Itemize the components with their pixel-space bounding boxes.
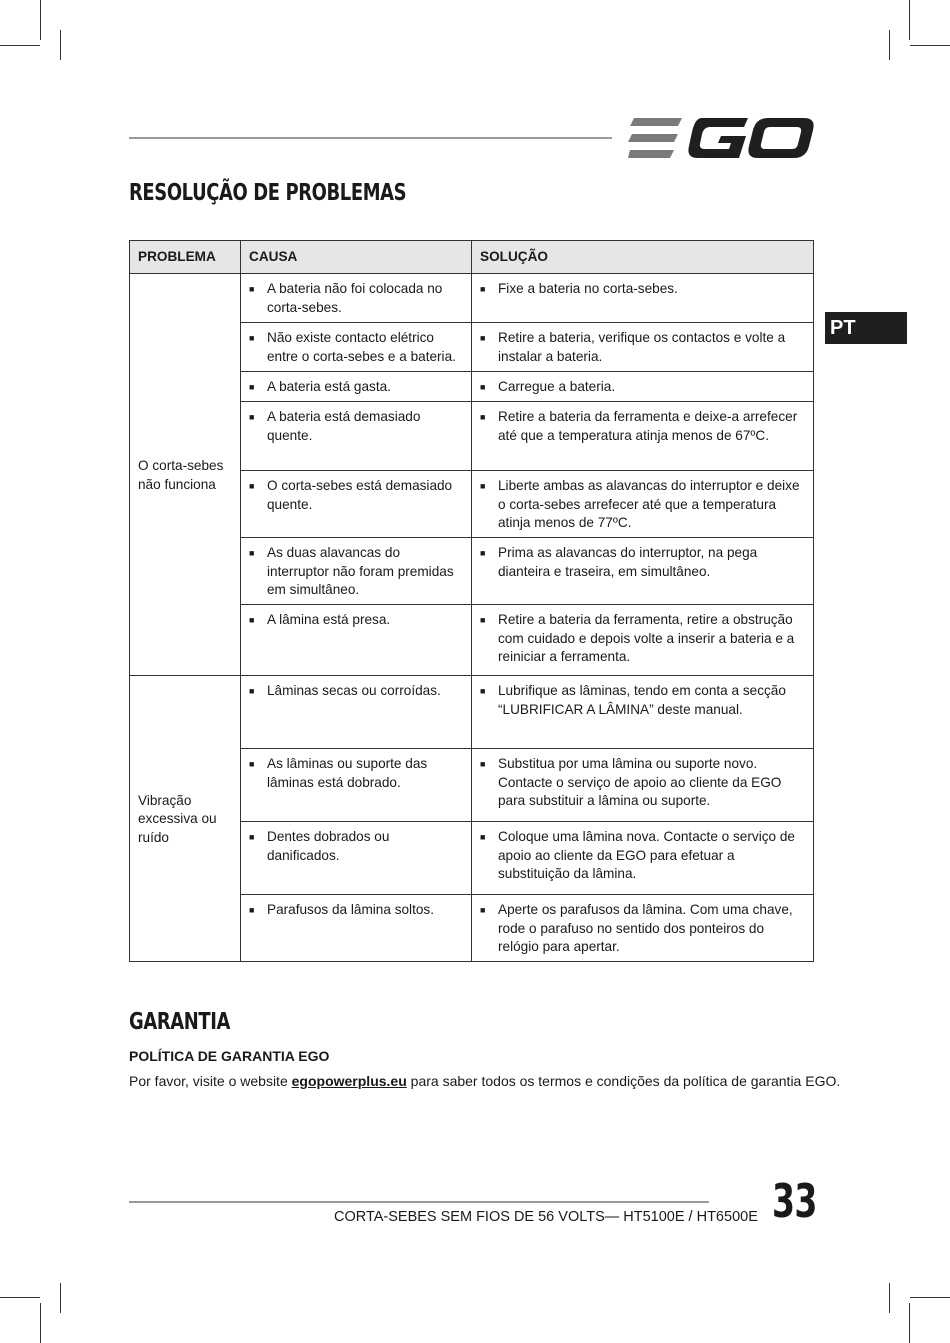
- cause-cell: ■ Dentes dobrados ou danificados.: [241, 822, 472, 895]
- column-header-cause: CAUSA: [241, 241, 472, 274]
- crop-mark: [60, 30, 61, 60]
- bullet-icon: ■: [480, 686, 486, 696]
- page-number: 33: [772, 1174, 817, 1228]
- problem-cell: Vibração excessiva ou ruído: [130, 676, 241, 962]
- warranty-text-before: Por favor, visite o website: [129, 1073, 292, 1089]
- table-row: [130, 676, 814, 749]
- bullet-icon: ■: [249, 284, 255, 294]
- warranty-link[interactable]: egopowerplus.eu: [291, 1073, 407, 1089]
- crop-mark: [909, 1303, 910, 1343]
- bullet-icon: ■: [249, 412, 255, 422]
- solution-cell: ■ Retire a bateria, verifique os contactos e volte a instalar a bateria.: [472, 323, 814, 372]
- solution-cell: ■ Prima as alavancas do interruptor, na pega dianteira e traseira, em simultâneo.: [472, 538, 814, 605]
- crop-mark: [889, 1283, 890, 1313]
- cause-cell: ■ Lâminas secas ou corroídas.: [241, 676, 472, 749]
- warranty-subtitle: POLÍTICA DE GARANTIA EGO: [129, 1048, 330, 1064]
- crop-mark: [0, 45, 40, 46]
- bullet-icon: ■: [480, 905, 486, 915]
- cause-cell: ■ As lâminas ou suporte das lâminas está dobrado.: [241, 749, 472, 822]
- bullet-icon: ■: [249, 333, 255, 343]
- warranty-paragraph: [129, 1073, 840, 1089]
- solution-cell: ■ Liberte ambas as alavancas do interruptor e deixe o corta-sebes arrefecer até que a temperatura atinja menos de 77ºC.: [472, 471, 814, 538]
- cause-cell: ■ As duas alavancas do interruptor não foram premidas em simultâneo.: [241, 538, 472, 605]
- solution-cell: ■ Fixe a bateria no corta-sebes.: [472, 274, 814, 323]
- bullet-icon: ■: [249, 832, 255, 842]
- problem-cell: O corta-sebes não funciona: [130, 274, 241, 676]
- footer-rule: [129, 1201, 709, 1203]
- bullet-icon: ■: [249, 615, 255, 625]
- bullet-icon: ■: [249, 481, 255, 491]
- bullet-icon: ■: [480, 284, 486, 294]
- bullet-icon: ■: [249, 548, 255, 558]
- crop-mark: [910, 45, 950, 46]
- crop-mark: [40, 0, 41, 40]
- bullet-icon: ■: [480, 481, 486, 491]
- bullet-icon: ■: [249, 382, 255, 392]
- bullet-icon: ■: [480, 832, 486, 842]
- cause-cell: ■ A bateria está gasta.: [241, 372, 472, 402]
- cause-cell: ■ A lâmina está presa.: [241, 605, 472, 676]
- troubleshooting-table: [129, 240, 814, 962]
- crop-mark: [40, 1303, 41, 1343]
- bullet-icon: ■: [249, 686, 255, 696]
- solution-cell: ■ Substitua por uma lâmina ou suporte novo. Contacte o serviço de apoio ao cliente da EGO para substituir a lâmina ou suporte.: [472, 749, 814, 822]
- bullet-icon: ■: [480, 759, 486, 769]
- table-row: [130, 274, 814, 323]
- language-tab: PT: [825, 312, 907, 344]
- crop-mark: [889, 30, 890, 60]
- warranty-title: GARANTIA: [129, 1009, 231, 1035]
- bullet-icon: ■: [480, 412, 486, 422]
- column-header-solution: SOLUÇÃO: [472, 241, 814, 274]
- solution-cell: ■ Carregue a bateria.: [472, 372, 814, 402]
- crop-mark: [909, 0, 910, 40]
- solution-cell: ■ Aperte os parafusos da lâmina. Com uma chave, rode o parafuso no sentido dos ponteiros do relógio para apertar.: [472, 895, 814, 962]
- cause-cell: ■ A bateria está demasiado quente.: [241, 402, 472, 471]
- warranty-text-after: para saber todos os termos e condições da política de garantia EGO.: [406, 1073, 841, 1089]
- cause-cell: ■ A bateria não foi colocada no corta-sebes.: [241, 274, 472, 323]
- bullet-icon: ■: [480, 548, 486, 558]
- solution-cell: ■ Lubrifique as lâminas, tendo em conta a secção “LUBRIFICAR A LÂMINA” deste manual.: [472, 676, 814, 749]
- crop-mark: [60, 1283, 61, 1313]
- table-header-row: [130, 241, 814, 274]
- column-header-problem: PROBLEMA: [130, 241, 241, 274]
- cause-cell: ■ Parafusos da lâmina soltos.: [241, 895, 472, 962]
- cause-cell: ■ Não existe contacto elétrico entre o corta-sebes e a bateria.: [241, 323, 472, 372]
- solution-cell: ■ Retire a bateria da ferramenta, retire a obstrução com cuidado e depois volte a inserir a bateria e a reiniciar a ferramenta.: [472, 605, 814, 676]
- solution-cell: ■ Coloque uma lâmina nova. Contacte o serviço de apoio ao cliente da EGO para efetuar a substituição da lâmina.: [472, 822, 814, 895]
- bullet-icon: ■: [249, 759, 255, 769]
- bullet-icon: ■: [480, 382, 486, 392]
- cause-cell: ■ O corta-sebes está demasiado quente.: [241, 471, 472, 538]
- troubleshooting-title: RESOLUÇÃO DE PROBLEMAS: [129, 180, 407, 206]
- bullet-icon: ■: [480, 615, 486, 625]
- solution-cell: ■ Retire a bateria da ferramenta e deixe-a arrefecer até que a temperatura atinja menos de 67ºC.: [472, 402, 814, 471]
- header-rule: [129, 137, 612, 139]
- bullet-icon: ■: [249, 905, 255, 915]
- crop-mark: [0, 1297, 40, 1298]
- footer-text: CORTA-SEBES SEM FIOS DE 56 VOLTS— HT5100E / HT6500E: [334, 1209, 758, 1225]
- crop-mark: [910, 1297, 950, 1298]
- ego-logo: [628, 116, 814, 160]
- bullet-icon: ■: [480, 333, 486, 343]
